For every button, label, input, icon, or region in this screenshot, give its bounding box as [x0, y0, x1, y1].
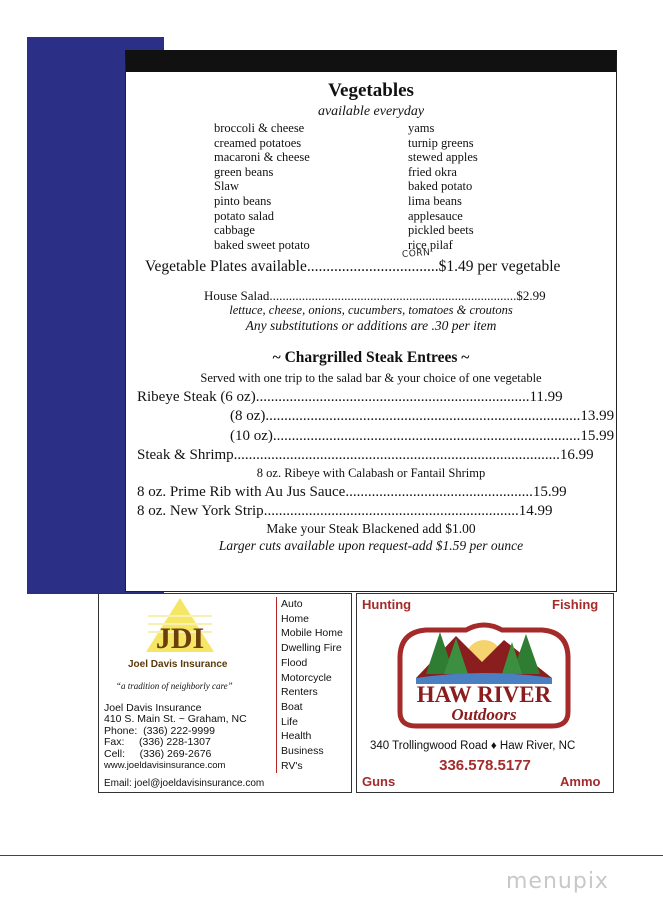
logo-letters: JDI: [155, 622, 205, 655]
house-salad-line: [204, 288, 546, 304]
item-name: Ribeye Steak (6 oz): [137, 389, 256, 405]
contact-fax: Fax: (336) 228-1307: [104, 736, 211, 749]
list-item: fried okra: [408, 164, 457, 179]
list-item: macaroni & cheese: [214, 150, 310, 165]
substitutions-note: Any substitutions or additions are .30 per item: [245, 318, 497, 333]
list-item: Health: [281, 730, 312, 743]
leader-dots: ....................................................................................: [265, 408, 581, 424]
salad-label: House Salad: [204, 288, 270, 303]
list-item: applesauce: [408, 208, 463, 223]
insurance-divider: [276, 597, 277, 773]
list-item: potato salad: [214, 208, 275, 223]
insurance-tagline: “a tradition of neighborly care”: [116, 681, 233, 691]
contact-website: www.joeldavisinsurance.com: [104, 760, 226, 772]
list-item: RV's: [281, 759, 303, 772]
corner-label-ammo: Ammo: [560, 774, 601, 789]
shrimp-note: 8 oz. Ribeye with Calabash or Fantail Shrimp: [256, 466, 486, 480]
list-item: pinto beans: [214, 193, 272, 208]
list-item: Flood: [281, 656, 308, 669]
salad-description: lettuce, cheese, onions, cucumbers, tomatoes & croutons: [229, 303, 513, 317]
item-price: 11.99: [529, 389, 563, 405]
corner-label-guns: Guns: [362, 774, 396, 789]
contact-cell: Cell: (336) 269-2676: [104, 747, 212, 760]
menu-item-steak-shrimp: [137, 447, 594, 464]
contact-phone: Phone: (336) 222-9999: [104, 724, 215, 737]
list-item: baked potato: [408, 179, 473, 194]
blackened-note: Make your Steak Blackened add $1.00: [266, 521, 476, 536]
list-item: Auto: [281, 598, 303, 610]
list-item: lima beans: [408, 193, 462, 208]
item-name: 8 oz. Prime Rib with Au Jus Sauce: [137, 484, 346, 500]
list-item: Slaw: [214, 179, 239, 194]
leader-dots: ..................................: [306, 258, 439, 275]
leader-dots: .........................................................................: [255, 389, 530, 405]
leader-dots: .......................................................................................: [233, 447, 560, 463]
list-item: broccoli & cheese: [214, 121, 305, 135]
vegetable-plates-line: [145, 258, 560, 276]
list-item: Life: [281, 715, 298, 728]
list-item: Mobile Home: [281, 627, 343, 640]
larger-cuts-note: Larger cuts available upon request-add $1.59 per ounce: [218, 538, 524, 553]
list-item: Business: [281, 745, 324, 758]
menu-item-prime-rib: [137, 484, 567, 501]
list-item: Home: [281, 612, 310, 625]
insurance-contact: [104, 703, 247, 771]
vegetable-list-right: [408, 121, 478, 252]
list-item: Boat: [281, 700, 303, 713]
list-item: pickled beets: [408, 223, 474, 238]
haw-river-phone: 336.578.5177: [439, 757, 531, 774]
list-item: cabbage: [214, 223, 255, 238]
vegetables-heading: Vegetables: [328, 80, 414, 101]
plates-label: Vegetable Plates available: [145, 258, 307, 275]
contact-name: Joel Davis Insurance: [104, 702, 202, 714]
menu-item-ribeye-6oz: [137, 389, 563, 406]
item-name: Steak & Shrimp: [137, 447, 234, 463]
vegetables-subtitle: available everyday: [317, 104, 425, 119]
steak-entrees-heading: ~ Chargrilled Steak Entrees ~: [272, 349, 470, 366]
list-item: creamed potatoes: [214, 135, 302, 150]
menu-item-new-york-strip: [137, 503, 552, 520]
haw-river-logo: [386, 618, 582, 730]
list-item: Renters: [281, 686, 318, 699]
salad-price: $2.99: [516, 288, 546, 303]
list-item: green beans: [214, 164, 274, 179]
insurance-name: Joel Davis Insurance: [128, 659, 228, 670]
item-price: 16.99: [559, 447, 594, 463]
item-name: (10 oz): [230, 428, 273, 444]
insurance-lines-list: [281, 597, 343, 773]
plates-price: $1.49 per vegetable: [438, 258, 561, 275]
item-name: 8 oz. New York Strip: [137, 503, 264, 519]
list-item: Dwelling Fire: [281, 642, 342, 655]
contact-email: Email: joel@joeldavisinsurance.com: [104, 778, 265, 789]
haw-river-address: 340 Trollingwood Road ♦ Haw River, NC: [370, 740, 576, 752]
leader-dots: ....................................................................: [263, 503, 519, 519]
leader-dots: ..................................................................................: [272, 428, 581, 444]
handwritten-corn-note: CORN: [401, 248, 431, 260]
list-item: stewed apples: [408, 150, 478, 165]
logo-line1: HAW RIVER: [416, 682, 552, 707]
list-item: turnip greens: [408, 135, 474, 150]
jdi-logo: [140, 596, 220, 658]
watermark: menupix: [506, 869, 609, 894]
item-price: 13.99: [580, 408, 615, 424]
corner-label-hunting: Hunting: [362, 597, 412, 612]
list-item: rice pilaf: [408, 237, 453, 252]
steak-entrees-subtitle: Served with one trip to the salad bar & your choice of one vegetable: [200, 371, 542, 385]
menu-item-ribeye-8oz: [230, 408, 614, 425]
item-price: 15.99: [580, 428, 615, 444]
page-bottom-edge: [0, 855, 663, 856]
leader-dots: ..................................................: [345, 484, 533, 500]
list-item: baked sweet potato: [214, 237, 310, 252]
leader-dots: ............................................................................: [269, 288, 517, 303]
vegetable-list-left: [214, 121, 310, 252]
contact-address: 410 S. Main St. ~ Graham, NC: [104, 713, 247, 726]
item-price: 14.99: [518, 503, 553, 519]
logo-line2: Outdoors: [451, 705, 517, 724]
menu-item-ribeye-10oz: [230, 428, 614, 445]
list-item: yams: [408, 121, 435, 135]
corner-label-fishing: Fishing: [552, 597, 599, 612]
list-item: Motorcycle: [281, 671, 332, 684]
item-price: 15.99: [532, 484, 567, 500]
item-name: (8 oz): [230, 408, 266, 424]
